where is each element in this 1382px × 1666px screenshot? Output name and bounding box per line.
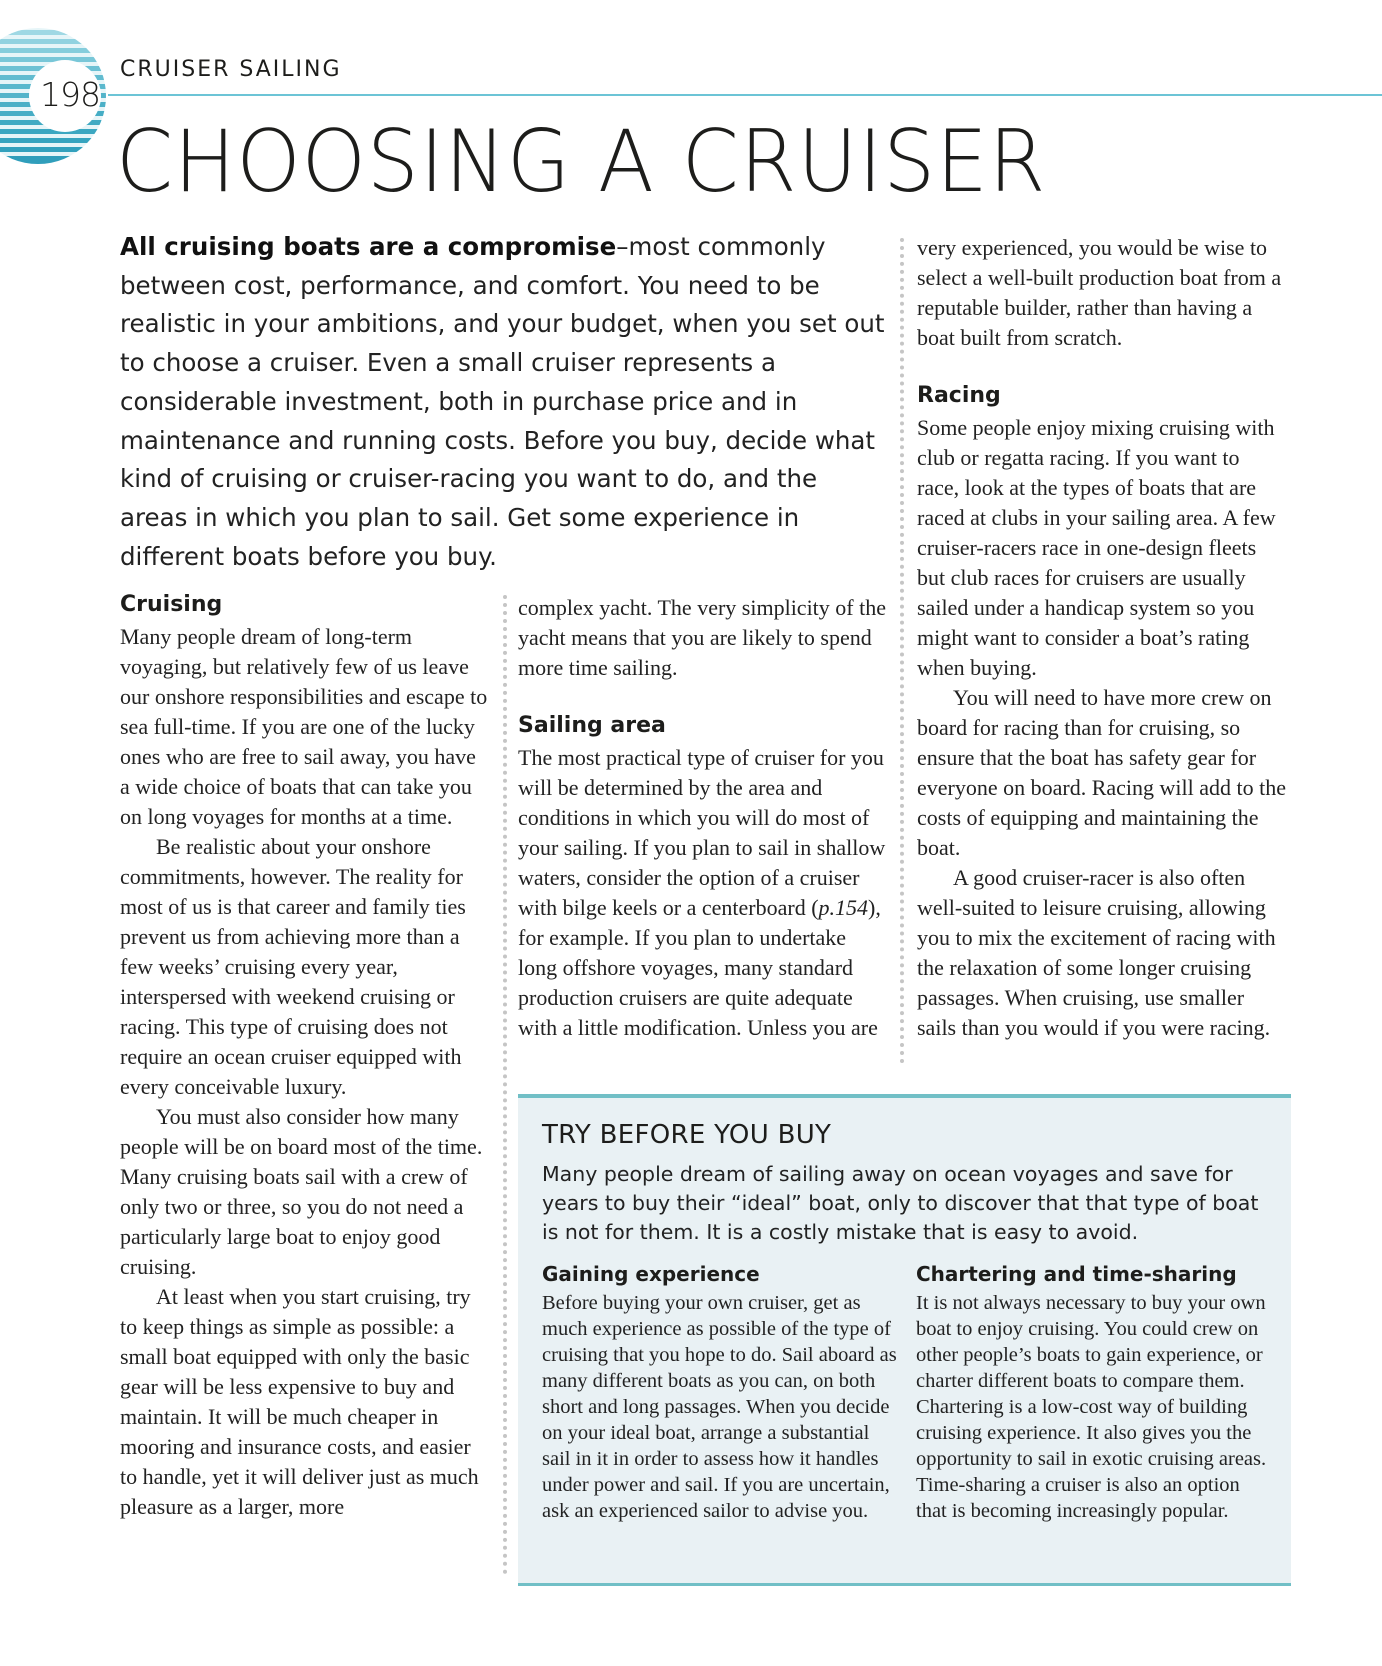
sailing-area-paragraph-1	[518, 743, 888, 1043]
cruising-heading: Cruising	[120, 592, 223, 617]
cruising-paragraph-3: You must also consider how many people will be on board most of the time. Many cruising boats sail with a crew of only two or three, so you do not need a particularly large boat to enjoy good cruising.	[120, 1104, 483, 1279]
gaining-experience-text: Before buying your own cruiser, get as much experience as possible of the type of cruising that you hope to do. Sail aboard as many different boats as you can, on both short and long passages. When you decide on your ideal boat, arrange a substantial sail in it in order to assess how it handles under power and sail. If you are uncertain, ask an experienced sailor to advise you.	[542, 1292, 897, 1522]
racing-paragraph-2: You will need to have more crew on board for racing than for cruising, so ensure that the boat has safety gear for everyone on board. Racing will add to the costs of equipping and maintaining the boat.	[917, 685, 1287, 860]
sailing-area-heading: Sailing area	[518, 713, 666, 738]
page-title: CHOOSING A CRUISER	[116, 112, 1047, 212]
sailing-area-text-b: ), for example. If you plan to undertake long offshore voyages, many standard production cruisers are quite adequate with a little modification. Unless you are	[518, 895, 881, 1040]
feature-box-title: TRY BEFORE YOU BUY	[542, 1120, 832, 1150]
feature-box-column-experience	[542, 1260, 897, 1524]
page-reference: p.154	[818, 895, 869, 920]
header-rule	[108, 94, 1382, 96]
page-number: 198	[40, 75, 100, 114]
cruising-paragraph-5: complex yacht. The very simplicity of the yacht means that you are likely to spend more time sailing.	[518, 595, 886, 680]
cruising-paragraph-2: Be realistic about your onshore commitments, however. The reality for most of us is that career and family ties prevent us from achieving more than a few weeks’ cruising every year, interspersed with weekend cruising or racing. This type of cruising does not require an ocean cruiser equipped with every conceivable luxury.	[120, 834, 466, 1099]
racing-heading: Racing	[917, 383, 1001, 408]
cruising-paragraph-4: At least when you start cruising, try to keep things as simple as possible: a small boat equipped with only the basic gear will be less expensive to buy and maintain. It will be much cheaper in mooring and insurance costs, and easier to handle, yet it will deliver just as much pleasure as a larger, more	[120, 1284, 479, 1519]
column-cruising	[120, 590, 490, 1522]
chartering-text: It is not always necessary to buy your own boat to enjoy cruising. You could crew on other people’s boats to gain experience, or charter different boats to compare them. Chartering is a low-cost way of building cruising experience. It also gives you the opportunity to sail in exotic cruising areas. Time-sharing a cruiser is also an option that is becoming increasingly popular.	[916, 1292, 1267, 1522]
sailing-area-paragraph-2: very experienced, you would be wise to select a well-built production boat from a reputable builder, rather than having a boat built from scratch.	[917, 235, 1282, 350]
sailing-area-text-a: The most practical type of cruiser for you will be determined by the area and conditions in which you will do most of your sailing. If you plan to sail in shallow waters, consider the option of a cruiser with bilge keels or a centerboard (	[518, 745, 886, 920]
gaining-experience-heading: Gaining experience	[542, 1262, 760, 1286]
column-divider	[900, 238, 908, 1064]
feature-box-column-chartering	[916, 1260, 1271, 1524]
racing-paragraph-1: Some people enjoy mixing cruising with club or regatta racing. If you want to race, look at the types of boats that are raced at clubs in your sailing area. A few cruiser-racers race in one-design fleets but club races for cruisers are usually sailed under a handicap system so you might want to consider a boat’s rating when buying.	[917, 415, 1276, 680]
intro-paragraph	[120, 228, 890, 576]
column-divider	[503, 595, 511, 1575]
column-middle	[518, 593, 888, 1043]
feature-box	[518, 1094, 1291, 1586]
intro-lead: All cruising boats are a compromise	[120, 232, 617, 261]
section-label: CRUISER SAILING	[120, 57, 342, 82]
racing-paragraph-3: A good cruiser-racer is also often well-suited to leisure cruising, allowing you to mix the excitement of racing with the relaxation of some longer cruising passages. When cruising, use smaller sails than you would if you were racing.	[917, 865, 1276, 1040]
intro-text: –most commonly between cost, performance, and comfort. You need to be realistic in your ambitions, and your budget, when you set out to choose a cruiser. Even a small cruiser represents a considerable investment, both in purchase price and in maintenance and running costs. Before you buy, decide what kind of cruising or cruiser-racing you want to do, and the areas in which you plan to sail. Get some experience in different boats before you buy.	[120, 232, 885, 571]
chartering-heading: Chartering and time-sharing	[916, 1262, 1237, 1286]
feature-box-intro: Many people dream of sailing away on ocean voyages and save for years to buy their “ideal” boat, only to discover that that type of boat is not for them. It is a costly mistake that is easy to avoid.	[542, 1162, 1259, 1244]
cruising-paragraph-1: Many people dream of long-term voyaging, but relatively few of us leave our onshore responsibilities and escape to sea full-time. If you are one of the lucky ones who are free to sail away, you have a wide choice of boats that can take you on long voyages for months at a time.	[120, 624, 488, 829]
column-racing	[917, 233, 1287, 1043]
